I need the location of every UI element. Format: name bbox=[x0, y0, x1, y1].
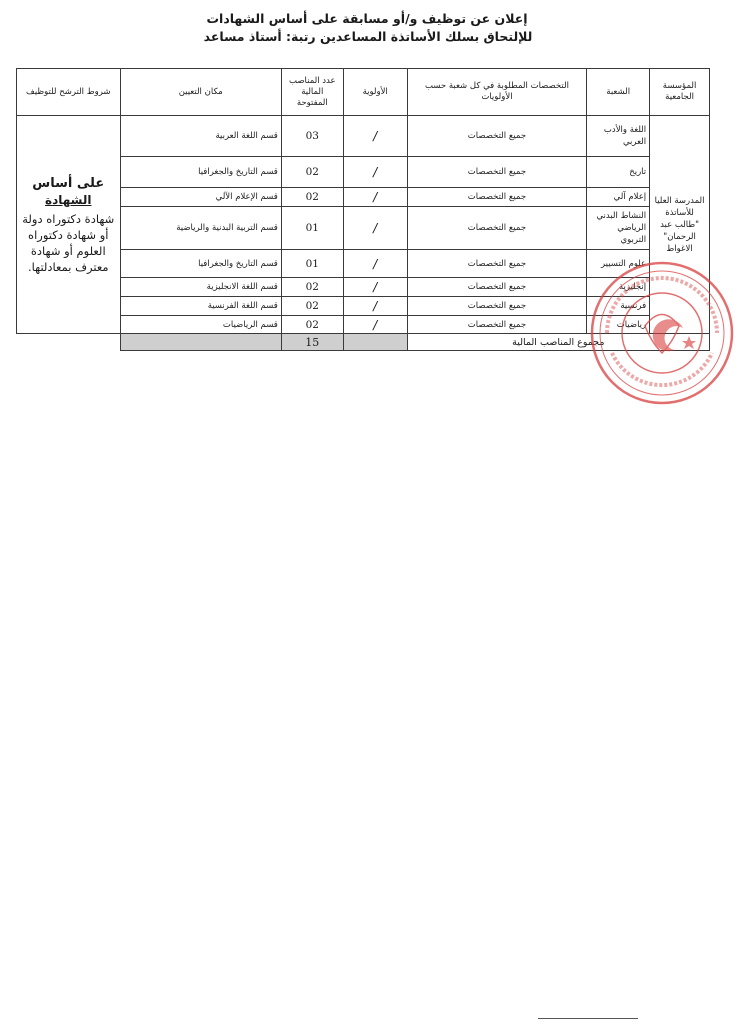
specialty-cell: جميع التخصصات bbox=[407, 278, 587, 297]
branch-cell: رياضيات bbox=[587, 316, 650, 334]
place-cell: قسم التربية البدنية والرياضية bbox=[120, 207, 281, 250]
stamp-text-arc-bottom bbox=[612, 353, 712, 385]
specialty-cell: جميع التخصصات bbox=[407, 297, 587, 316]
footer-divider bbox=[538, 1018, 638, 1019]
table-row bbox=[17, 188, 710, 207]
official-stamp bbox=[587, 258, 737, 408]
priority-cell: / bbox=[343, 297, 407, 316]
header-specialties: التخصصات المطلوبة في كل شعبة حسب الأولويات bbox=[407, 69, 587, 116]
positions-count-cell: 01 bbox=[281, 250, 343, 278]
table-row bbox=[17, 116, 710, 157]
total-priority-empty bbox=[343, 334, 407, 351]
crescent-icon bbox=[653, 319, 683, 351]
header-institution: المؤسسة الجامعية bbox=[650, 69, 710, 116]
priority-cell: / bbox=[343, 250, 407, 278]
specialty-cell: جميع التخصصات bbox=[407, 157, 587, 188]
place-cell: قسم اللغة الانجليزية bbox=[120, 278, 281, 297]
priority-cell: / bbox=[343, 278, 407, 297]
positions-count-cell: 02 bbox=[281, 297, 343, 316]
place-cell: قسم الإعلام الآلي bbox=[120, 188, 281, 207]
header-conditions: شروط الترشح للتوظيف bbox=[17, 69, 121, 116]
positions-count-cell: 03 bbox=[281, 116, 343, 157]
title-line-2: للإلتحاق بسلك الأساتذة المساعدين رتبة: أستاذ مساعد bbox=[203, 29, 533, 44]
branch-cell: النشاط البدني الرياضي التربوي bbox=[587, 207, 650, 250]
specialty-cell: جميع التخصصات bbox=[407, 188, 587, 207]
table-row bbox=[17, 157, 710, 188]
positions-count-cell: 02 bbox=[281, 316, 343, 334]
place-cell: قسم التاريخ والجغرافيا bbox=[120, 250, 281, 278]
conditions-line-3: شهادة دكتوراه دولة أو شهادة دكتوراه العلوم أو شهادة معترف بمعادلتها. bbox=[22, 211, 115, 274]
institution-cell: المدرسة العليا للأساتذة "طالب عبد الرحمان" الاغواط bbox=[650, 116, 710, 334]
place-cell: قسم الرياضيات bbox=[120, 316, 281, 334]
positions-count-cell: 02 bbox=[281, 157, 343, 188]
branch-cell: علوم التسيير bbox=[587, 250, 650, 278]
total-place-empty bbox=[120, 334, 281, 351]
branch-cell: تاريخ bbox=[587, 157, 650, 188]
header-priority: الأولوية bbox=[343, 69, 407, 116]
positions-count-cell: 02 bbox=[281, 188, 343, 207]
positions-count-cell: 01 bbox=[281, 207, 343, 250]
specialty-cell: جميع التخصصات bbox=[407, 250, 587, 278]
conditions-line-2: الشهادة bbox=[45, 192, 92, 207]
place-cell: قسم التاريخ والجغرافيا bbox=[120, 157, 281, 188]
header-branch: الشعبة bbox=[587, 69, 650, 116]
priority-cell: / bbox=[343, 157, 407, 188]
branch-cell: إنجليزية bbox=[587, 278, 650, 297]
priority-cell: / bbox=[343, 188, 407, 207]
branch-cell: إعلام آلي bbox=[587, 188, 650, 207]
conditions-line-1: على أساس bbox=[32, 175, 105, 191]
table-header-row bbox=[17, 69, 710, 116]
priority-cell: / bbox=[343, 316, 407, 334]
conditions-cell bbox=[17, 116, 121, 334]
total-label: مجموع المناصب المالية bbox=[407, 334, 709, 351]
total-count: 15 bbox=[281, 334, 343, 351]
specialty-cell: جميع التخصصات bbox=[407, 116, 587, 157]
branch-cell: اللغة والأدب العربي bbox=[587, 116, 650, 157]
place-cell: قسم اللغة العربية bbox=[120, 116, 281, 157]
priority-cell: / bbox=[343, 207, 407, 250]
announcement-title bbox=[0, 10, 754, 46]
header-place: مكان التعيين bbox=[120, 69, 281, 116]
table-row bbox=[17, 207, 710, 250]
priority-cell: / bbox=[343, 116, 407, 157]
specialty-cell: جميع التخصصات bbox=[407, 207, 587, 250]
branch-cell: فرنسية bbox=[587, 297, 650, 316]
header-positions: عدد المناصب المالية المفتوحة bbox=[281, 69, 343, 116]
specialty-cell: جميع التخصصات bbox=[407, 316, 587, 334]
positions-count-cell: 02 bbox=[281, 278, 343, 297]
title-line-1: إعلان عن توظيف و/أو مسابقة على أساس الشهادات bbox=[206, 11, 528, 26]
place-cell: قسم اللغة الفرنسية bbox=[120, 297, 281, 316]
star-icon bbox=[682, 336, 696, 349]
total-conditions-empty bbox=[17, 334, 121, 351]
